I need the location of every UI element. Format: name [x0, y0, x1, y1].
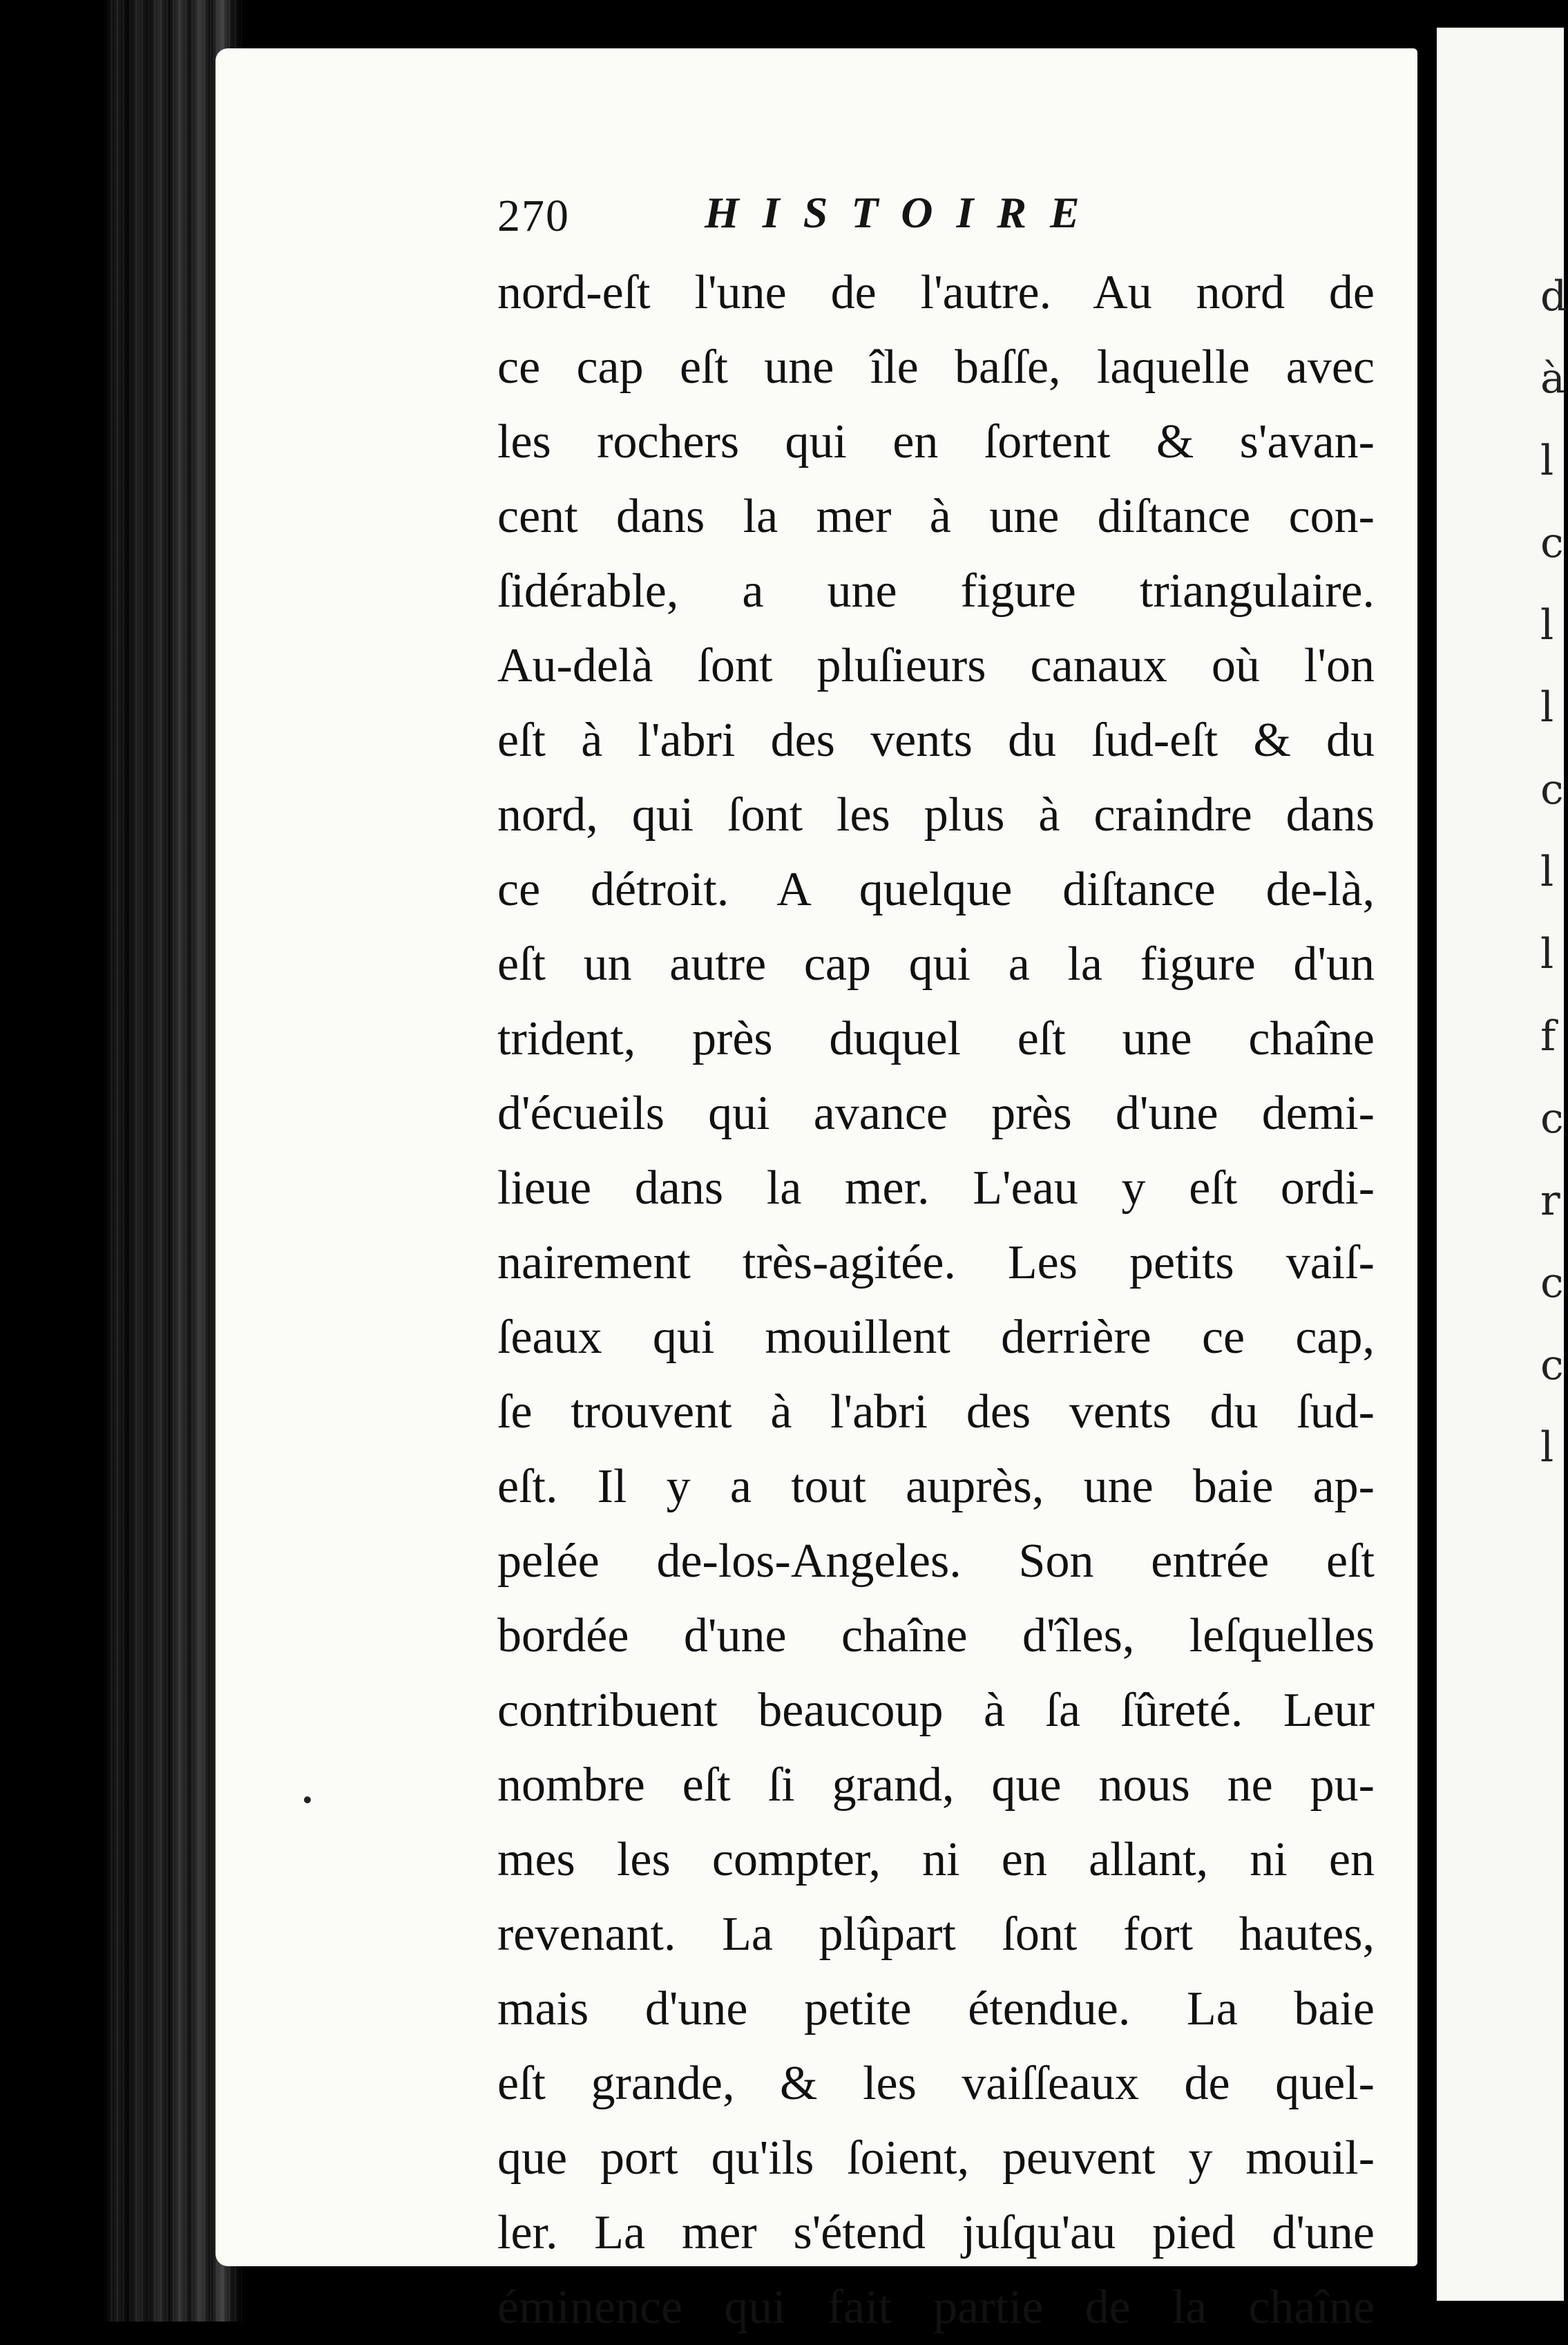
edge-letter: c [1540, 1341, 1564, 1389]
text-line: les rochers qui en ſortent & s'avan- [497, 415, 1375, 468]
next-page-letters [1540, 256, 1568, 1489]
edge-letter: c [1540, 1259, 1564, 1307]
edge-letter: l [1540, 601, 1554, 649]
running-title: HISTOIRE [705, 188, 1103, 237]
text-line: éminence qui fait partie de la chaîne [497, 2281, 1375, 2334]
edge-letter: l [1540, 930, 1554, 978]
text-line: nairement très-agitée. Les petits vaiſ- [497, 1236, 1375, 1289]
page-header [497, 190, 1326, 245]
gutter [1417, 28, 1437, 2301]
text-line: revenant. La plûpart ſont fort hautes, [497, 1908, 1375, 1961]
edge-letter: c [1540, 766, 1564, 814]
edge-letter: r [1540, 1177, 1560, 1225]
text-line: contribuent beaucoup à ſa ſûreté. Leur [497, 1684, 1375, 1737]
text-line: eſt. Il y a tout auprès, une baie ap- [497, 1460, 1375, 1513]
ink-speck [304, 1796, 311, 1803]
edge-letter: c [1540, 519, 1564, 567]
text-line: nord, qui ſont les plus à craindre dans [497, 788, 1375, 842]
edge-letter: l [1540, 1423, 1554, 1472]
edge-letter: à [1540, 354, 1565, 403]
text-line: eſt à l'abri des vents du ſud-eſt & du [497, 714, 1375, 767]
text-line: eſt un autre cap qui a la figure d'un [497, 938, 1375, 991]
edge-letter: l [1540, 437, 1554, 485]
text-line: eſt grande, & les vaiſſeaux de quel- [497, 2057, 1375, 2110]
text-line: lieue dans la mer. L'eau y eſt ordi- [497, 1161, 1375, 1215]
edge-letter: l [1540, 683, 1554, 732]
text-line: bordée d'une chaîne d'îles, leſquelles [497, 1609, 1375, 1662]
text-line: mais d'une petite étendue. La baie [497, 1982, 1375, 2035]
text-line: mes les compter, ni en allant, ni en [497, 1833, 1375, 1886]
text-line: cent dans la mer à une diſtance con- [497, 490, 1375, 543]
text-line: nombre eſt ſi grand, que nous ne pu- [497, 1758, 1375, 1812]
text-line: que port qu'ils ſoient, peuvent y mouil- [497, 2132, 1375, 2185]
edge-letter: c [1540, 1094, 1564, 1143]
text-line: ce détroit. A quelque diſtance de-là, [497, 863, 1375, 916]
page-number: 270 [497, 191, 570, 241]
text-line: nord-eſt l'une de l'autre. Au nord de [497, 266, 1375, 319]
text-line: ſidérable, a une figure triangulaire. [497, 564, 1375, 618]
edge-letter: l [1540, 848, 1554, 896]
edge-letter: d [1540, 272, 1567, 321]
text-line: d'écueils qui avance près d'une demi- [497, 1087, 1375, 1140]
edge-letter: f [1540, 1012, 1556, 1061]
text-line: ſe trouvent à l'abri des vents du ſud- [497, 1385, 1375, 1439]
text-line: trident, près duquel eſt une chaîne [497, 1012, 1375, 1065]
text-line: Au-delà ſont pluſieurs canaux où l'on [497, 639, 1375, 692]
text-line: ce cap eſt une île baſſe, laquelle avec [497, 341, 1375, 394]
text-line: ſeaux qui mouillent derrière ce cap, [497, 1311, 1375, 1364]
text-line: pelée de-los-Angeles. Son entrée eſt [497, 1535, 1375, 1588]
text-line: ler. La mer s'étend juſqu'au pied d'une [497, 2206, 1375, 2259]
body-text [497, 256, 1375, 2345]
